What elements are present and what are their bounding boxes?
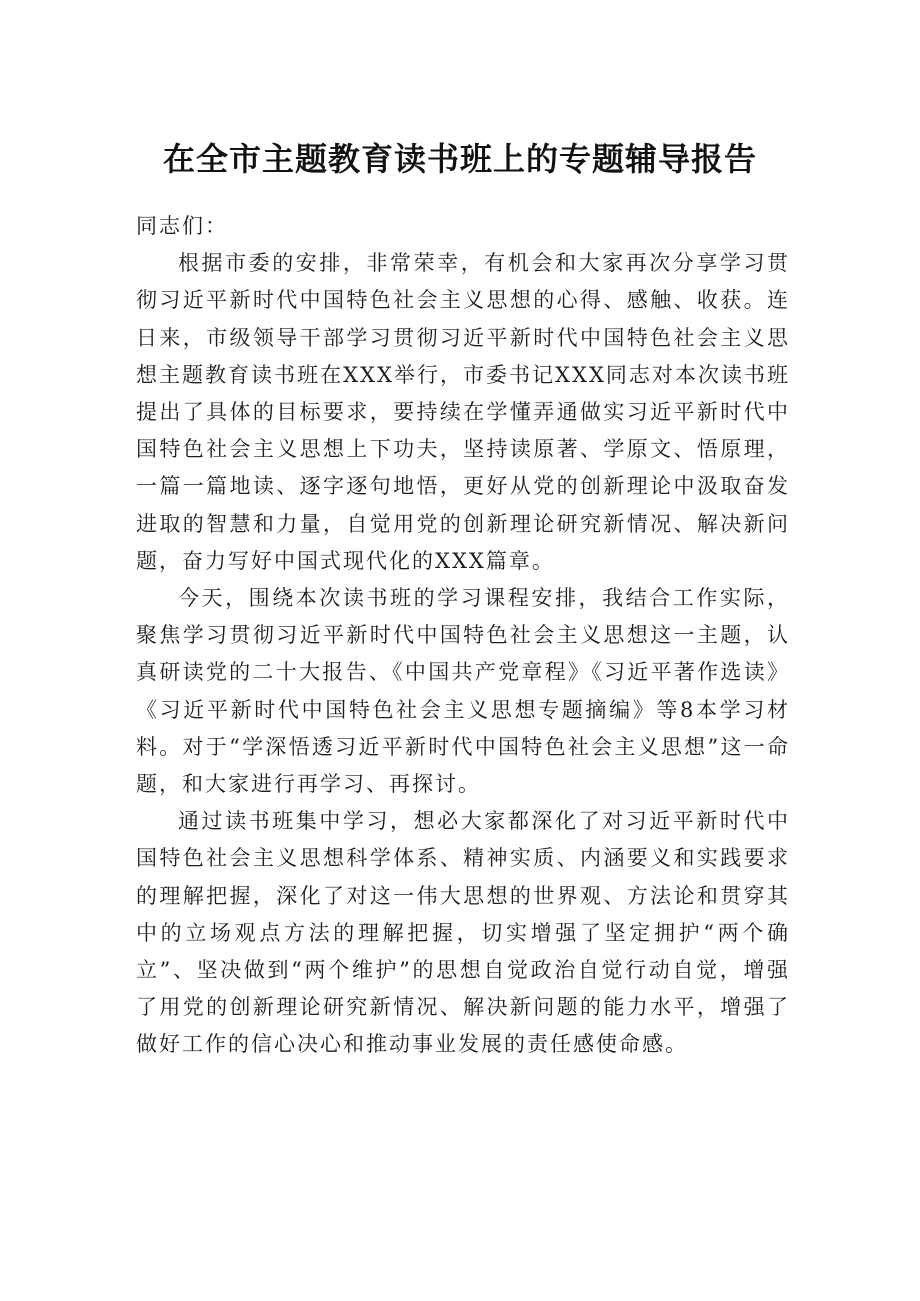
paragraph-3: 通过读书班集中学习，想必大家都深化了对习近平新时代中国特色社会主义思想科学体系、精神实质、内涵要义和实践要求的理解把握，深化了对这一伟大思想的世界观、方法论和贯穿其中的立场观点方法的理解把握，切实增强了坚定拥护“两个确立”、坚决做到“两个维护”的思想自觉政治自觉行动自觉，增强了用党的创新理论研究新情况、解决新问题的能力水平，增强了做好工作的信心决心和推动事业发展的责任感使命感。 <box>136 809 790 1057</box>
paragraph-2: 今天，围绕本次读书班的学习课程安排，我结合工作实际，聚焦学习贯彻习近平新时代中国特色社会主义思想这一主题，认真研读党的二十大报告、《中国共产党章程》《习近平著作选读》《习近平新时代中国特色社会主义思想专题摘编》等8本学习材料。对于“学深悟透习近平新时代中国特色社会主义思想”这一命题，和大家进行再学习、再探讨。 <box>136 586 790 797</box>
document-title: 在全市主题教育读书班上的专题辅导报告 <box>162 140 757 179</box>
document-body <box>136 208 790 1064</box>
salutation: 同志们： <box>136 214 228 238</box>
paragraph-1: 根据市委的安排，非常荣幸，有机会和大家再次分享学习贯彻习近平新时代中国特色社会主义思想的心得、感触、收获。连日来，市级领导干部学习贯彻习近平新时代中国特色社会主义思想主题教育读书班在XXX举行，市委书记XXX同志对本次读书班提出了具体的目标要求，要持续在学懂弄通做实习近平新时代中国特色社会主义思想上下功夫，坚持读原著、学原文、悟原理，一篇一篇地读、逐字逐句地悟，更好从党的创新理论中汲取奋发进取的智慧和力量，自觉用党的创新理论研究新情况、解决新问题，奋力写好中国式现代化的XXX篇章。 <box>136 251 790 573</box>
